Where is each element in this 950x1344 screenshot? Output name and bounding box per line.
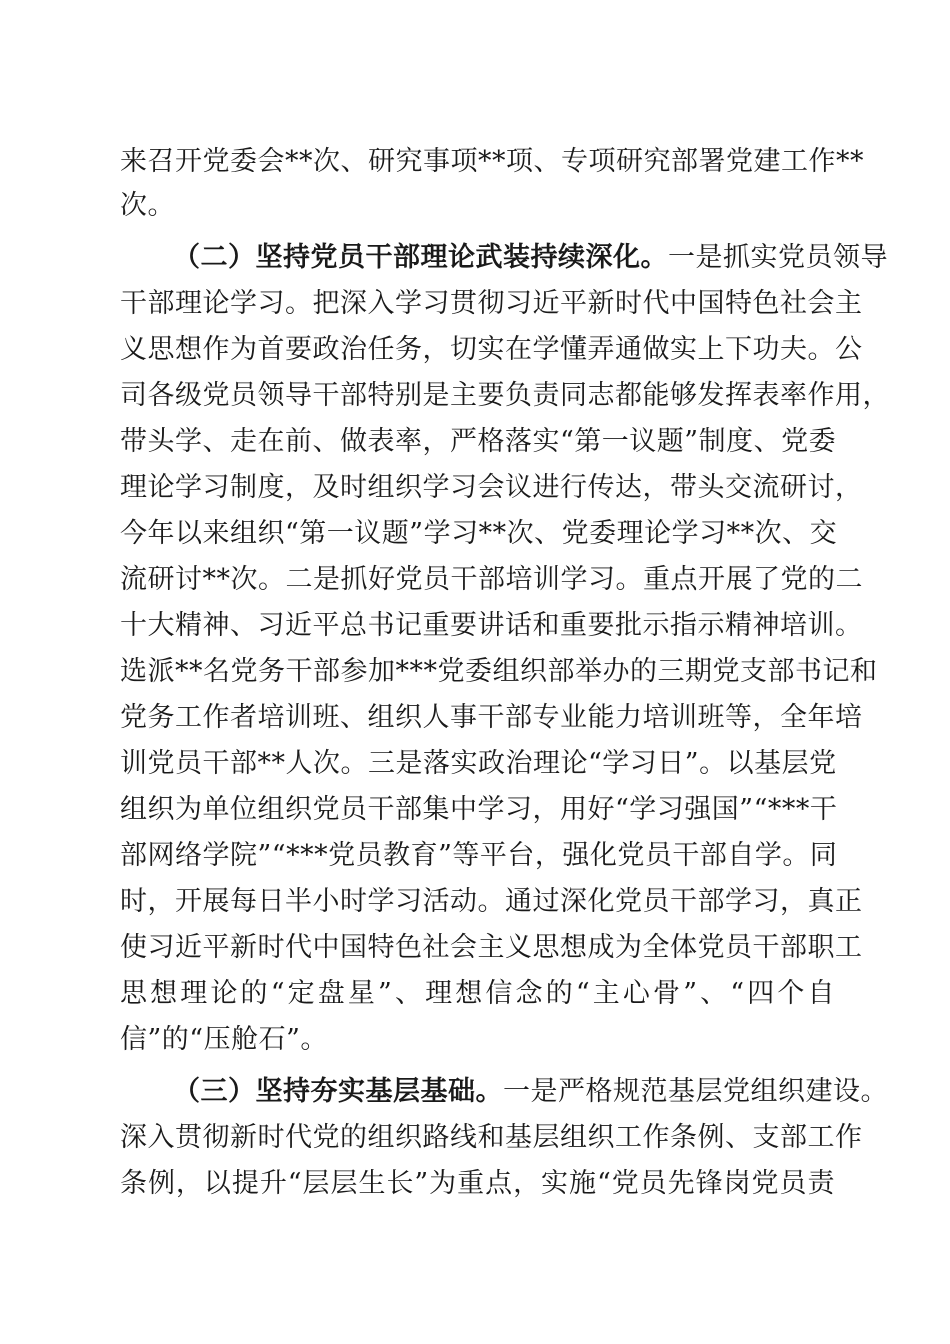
heading-line-rest: 一是抓实党员领导: [668, 242, 888, 273]
body-line: 信”的“压舱石”。: [120, 1024, 328, 1055]
body-line: 组织为单位组织党员干部集中学习，用好“学习强国”“***干: [120, 794, 838, 825]
body-line: 理论学习制度，及时组织学习会议进行传达，带头交流研讨，: [120, 472, 863, 503]
body-line: 思想理论的“定盘星”、理想信念的“主心骨”、“四个自: [120, 978, 835, 1009]
section-heading-2: （二）坚持党员干部理论武装持续深化。: [173, 242, 668, 273]
body-line: 流研讨**次。二是抓好党员干部培训学习。重点开展了党的二: [120, 564, 863, 595]
body-line: 义思想作为首要政治任务，切实在学懂弄通做实上下功夫。公: [120, 334, 863, 365]
body-line: 训党员干部**人次。三是落实政治理论“学习日”。以基层党: [120, 748, 837, 779]
body-line: 今年以来组织“第一议题”学习**次、党委理论学习**次、交: [120, 518, 838, 549]
body-line: 干部理论学习。把深入学习贯彻习近平新时代中国特色社会主: [120, 288, 863, 319]
body-line: 深入贯彻新时代党的组织路线和基层组织工作条例、支部工作: [120, 1122, 863, 1153]
body-line: 条例，以提升“层层生长”为重点，实施“党员先锋岗党员责: [120, 1168, 835, 1199]
body-line: 十大精神、习近平总书记重要讲话和重要批示指示精神培训。: [120, 610, 863, 641]
body-line: 党务工作者培训班、组织人事干部专业能力培训班等，全年培: [120, 702, 863, 733]
section-heading-3: （三）坚持夯实基层基础。: [173, 1076, 503, 1107]
section-heading-line: [173, 236, 888, 280]
body-line: 使习近平新时代中国特色社会主义思想成为全体党员干部职工: [120, 932, 863, 963]
body-line: 司各级党员领导干部特别是主要负责同志都能够发挥表率作用，: [120, 380, 890, 411]
body-line: 选派**名党务干部参加***党委组织部举办的三期党支部书记和: [120, 656, 878, 687]
body-line: 时，开展每日半小时学习活动。通过深化党员干部学习，真正: [120, 886, 863, 917]
body-line: 次。: [120, 190, 175, 221]
body-line: 部网络学院”“***党员教育”等平台，强化党员干部自学。同: [120, 840, 838, 871]
section-heading-line: [173, 1070, 888, 1114]
heading-line-rest: 一是严格规范基层党组织建设。: [503, 1076, 888, 1107]
body-line: 来召开党委会**次、研究事项**项、专项研究部署党建工作**: [120, 146, 864, 177]
body-line: 带头学、走在前、做表率，严格落实“第一议题”制度、党委: [120, 426, 837, 457]
